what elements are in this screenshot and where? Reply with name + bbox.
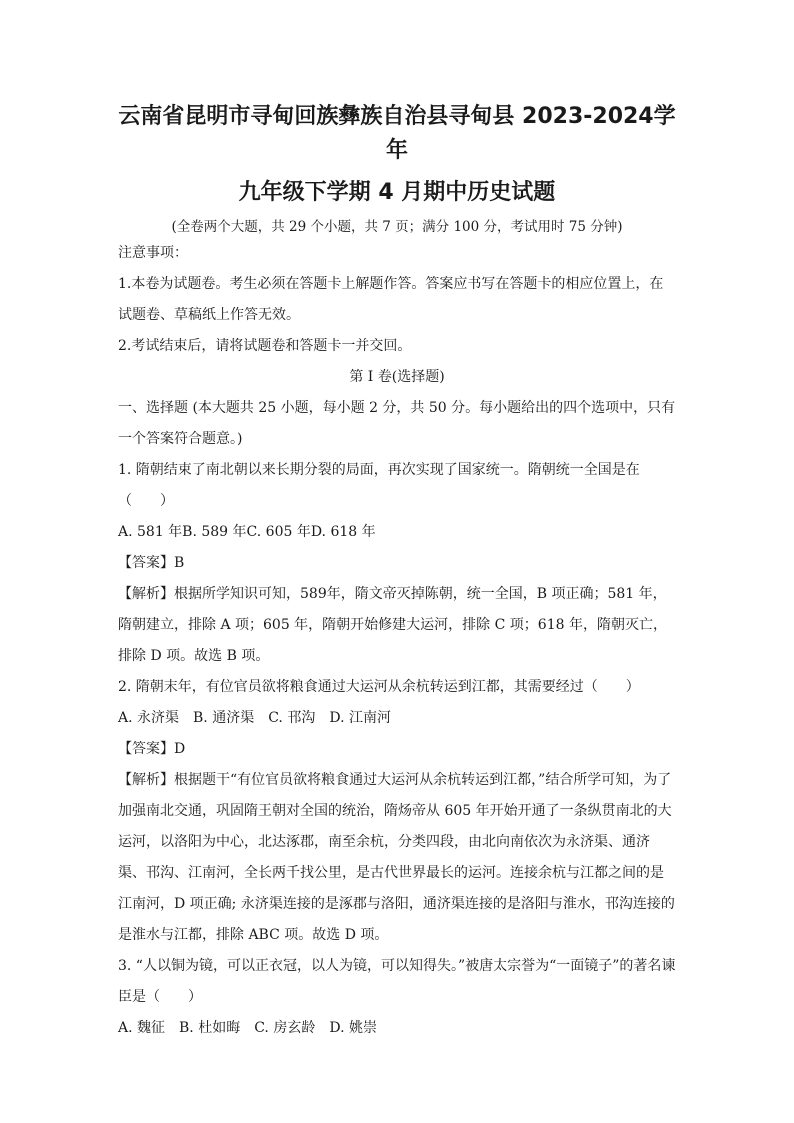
question-3-stem: 3. “人以铜为镜，可以正衣冠，以人为镜，可以知得失。”被唐太宗誉为“一面镜子”的著名谏臣是（ ） bbox=[118, 958, 676, 1005]
exam-subtitle: (全卷两个大题，共 29 个小题，共 7 页；满分 100 分，考试用时 75 分钟) bbox=[171, 219, 623, 235]
question-2-answer: 【答案】D bbox=[118, 741, 186, 757]
notice-item-1: 1.本卷为试题卷。考生必须在答题卡上解题作答。答案应书写在答题卡的相应位置上，在试题卷、草稿纸上作答无效。 bbox=[118, 276, 664, 323]
question-1-answer: 【答案】B bbox=[118, 555, 185, 571]
question-1-options bbox=[118, 517, 676, 548]
question-3-option-b: B. 杜如晦 bbox=[179, 1020, 241, 1036]
question-2-option-d: D. 江南河 bbox=[329, 710, 391, 726]
notice-heading: 注意事项： bbox=[118, 245, 188, 261]
question-2-option-c: C. 邗沟 bbox=[268, 710, 316, 726]
exam-title-line2: 九年级下学期 4 月期中历史试题 bbox=[238, 180, 556, 205]
part-heading: 一、选择题 (本大题共 25 小题，每小题 2 分，共 50 分。每小题给出的四个选项中，只有一个答案符合题意。) bbox=[118, 400, 676, 447]
volume-title: 第 I 卷(选择题) bbox=[349, 369, 445, 385]
question-2-analysis: 【解析】根据题干“有位官员欲将粮食通过大运河从余杭转运到江都，”结合所学可知，为了加强南北交通，巩固隋王朝对全国的统治，隋炀帝从 605 年开始开通了一条纵贯南北的大运河，以洛阳为中心，北达涿郡，南至余杭，分类四段，由北向南依次为永济渠、通济渠、邗沟、江南河，全长两千找公里，是古代世界最长的运河。连接余杭与江都之间的是江南河，D 项正确; 永济渠连接的是涿郡与洛阳，通济渠连接的是洛阳与淮水，邗沟连接的是淮水与江都，排除 ABC 项。故选 D 项。 bbox=[118, 772, 675, 943]
question-1-option-line: A. 581 年B. 589 年C. 605 年D. 618 年 bbox=[118, 524, 376, 540]
question-2-option-b: B. 通济渠 bbox=[193, 710, 255, 726]
question-3-option-a: A. 魏征 bbox=[118, 1020, 166, 1036]
exam-title-line1: 云南省昆明市寻甸回族彝族自治县寻甸县 2023-2024学年 bbox=[118, 104, 676, 163]
question-1-analysis: 【解析】根据所学知识可知，589年，隋文帝灭掉陈朝，统一全国，B 项正确；581 年，隋朝建立，排除 A 项；605 年，隋朝开始修建大运河，排除 C 项；618 年，隋朝灭亡，排除 D 项。故选 B 项。 bbox=[118, 586, 667, 664]
notice-item-2: 2.考试结束后，请将试题卷和答题卡一并交回。 bbox=[118, 338, 412, 354]
question-2-options bbox=[118, 703, 676, 734]
question-2-stem: 2. 隋朝末年，有位官员欲将粮食通过大运河从余杭转运到江都，其需要经过（ ） bbox=[118, 679, 640, 695]
question-2-option-a: A. 永济渠 bbox=[118, 710, 180, 726]
question-3-options bbox=[118, 1013, 676, 1044]
question-1-stem: 1. 隋朝结束了南北朝以来长期分裂的局面，再次实现了国家统一。隋朝统一全国是在（ ） bbox=[118, 462, 640, 509]
question-3-option-c: C. 房玄龄 bbox=[254, 1020, 316, 1036]
question-3-option-d: D. 姚崇 bbox=[329, 1020, 377, 1036]
